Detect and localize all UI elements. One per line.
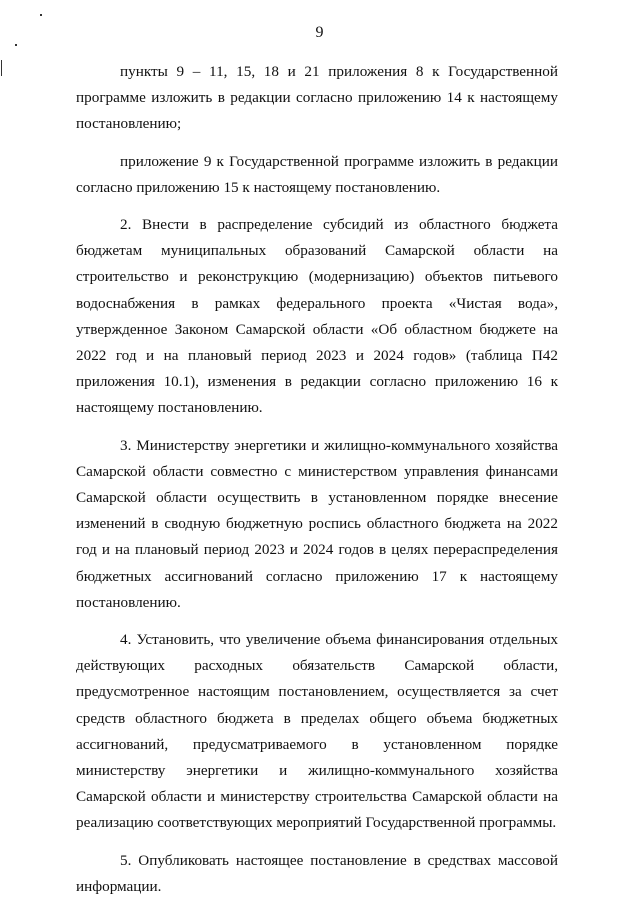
paragraph: 4. Установить, что увеличение объема финансирования отдельных действующих расходных обязательств Самарской области, предусмотренное настоящим постановлением, осуществляется за счет средств областного бюджета в пределах общего объема бюджетных ассигнований, предусматриваемого в установленном порядке министерству энергетики и жилищно-коммунального хозяйства Самарской области и министерству строительства Самарской области на реализацию соответствующих мероприятий Государственной программы. [76,631,558,832]
paragraph: приложение 9 к Государственной программе изложить в редакции согласно приложению 15 к настоящему постановлению. [76,152,558,196]
document-body [76,59,558,900]
scan-edge-mark [1,60,2,76]
paragraph: 5. Опубликовать настоящее постановление в средствах массовой информации. [76,851,558,895]
paragraph: пункты 9 – 11, 15, 18 и 21 приложения 8 к Государственной программе изложить в редакции согласно приложению 14 к настоящему постановлению; [76,63,558,133]
scan-speck [15,44,17,46]
paragraph: 2. Внести в распределение субсидий из областного бюджета бюджетам муниципальных образований Самарской области на строительство и реконструкцию (модернизацию) объектов питьевого водоснабжения в рамках федерального проекта «Чистая вода», утвержденное Законом Самарской области «Об областном бюджете на 2022 год и на плановый период 2023 и 2024 годов» (таблица П42 приложения 10.1), изменения в редакции согласно приложению 16 к настоящему постановлению. [76,216,558,417]
scan-speck [40,14,42,16]
paragraph: 3. Министерству энергетики и жилищно-коммунального хозяйства Самарской области совместно с министерством управления финансами Самарской области осуществить в установленном порядке внесение изменений в сводную бюджетную роспись областного бюджета на 2022 год и на плановый период 2023 и 2024 годов в целях перераспределения бюджетных ассигнований согласно приложению 17 к настоящему постановлению. [76,436,558,611]
page-number: 9 [315,24,324,41]
